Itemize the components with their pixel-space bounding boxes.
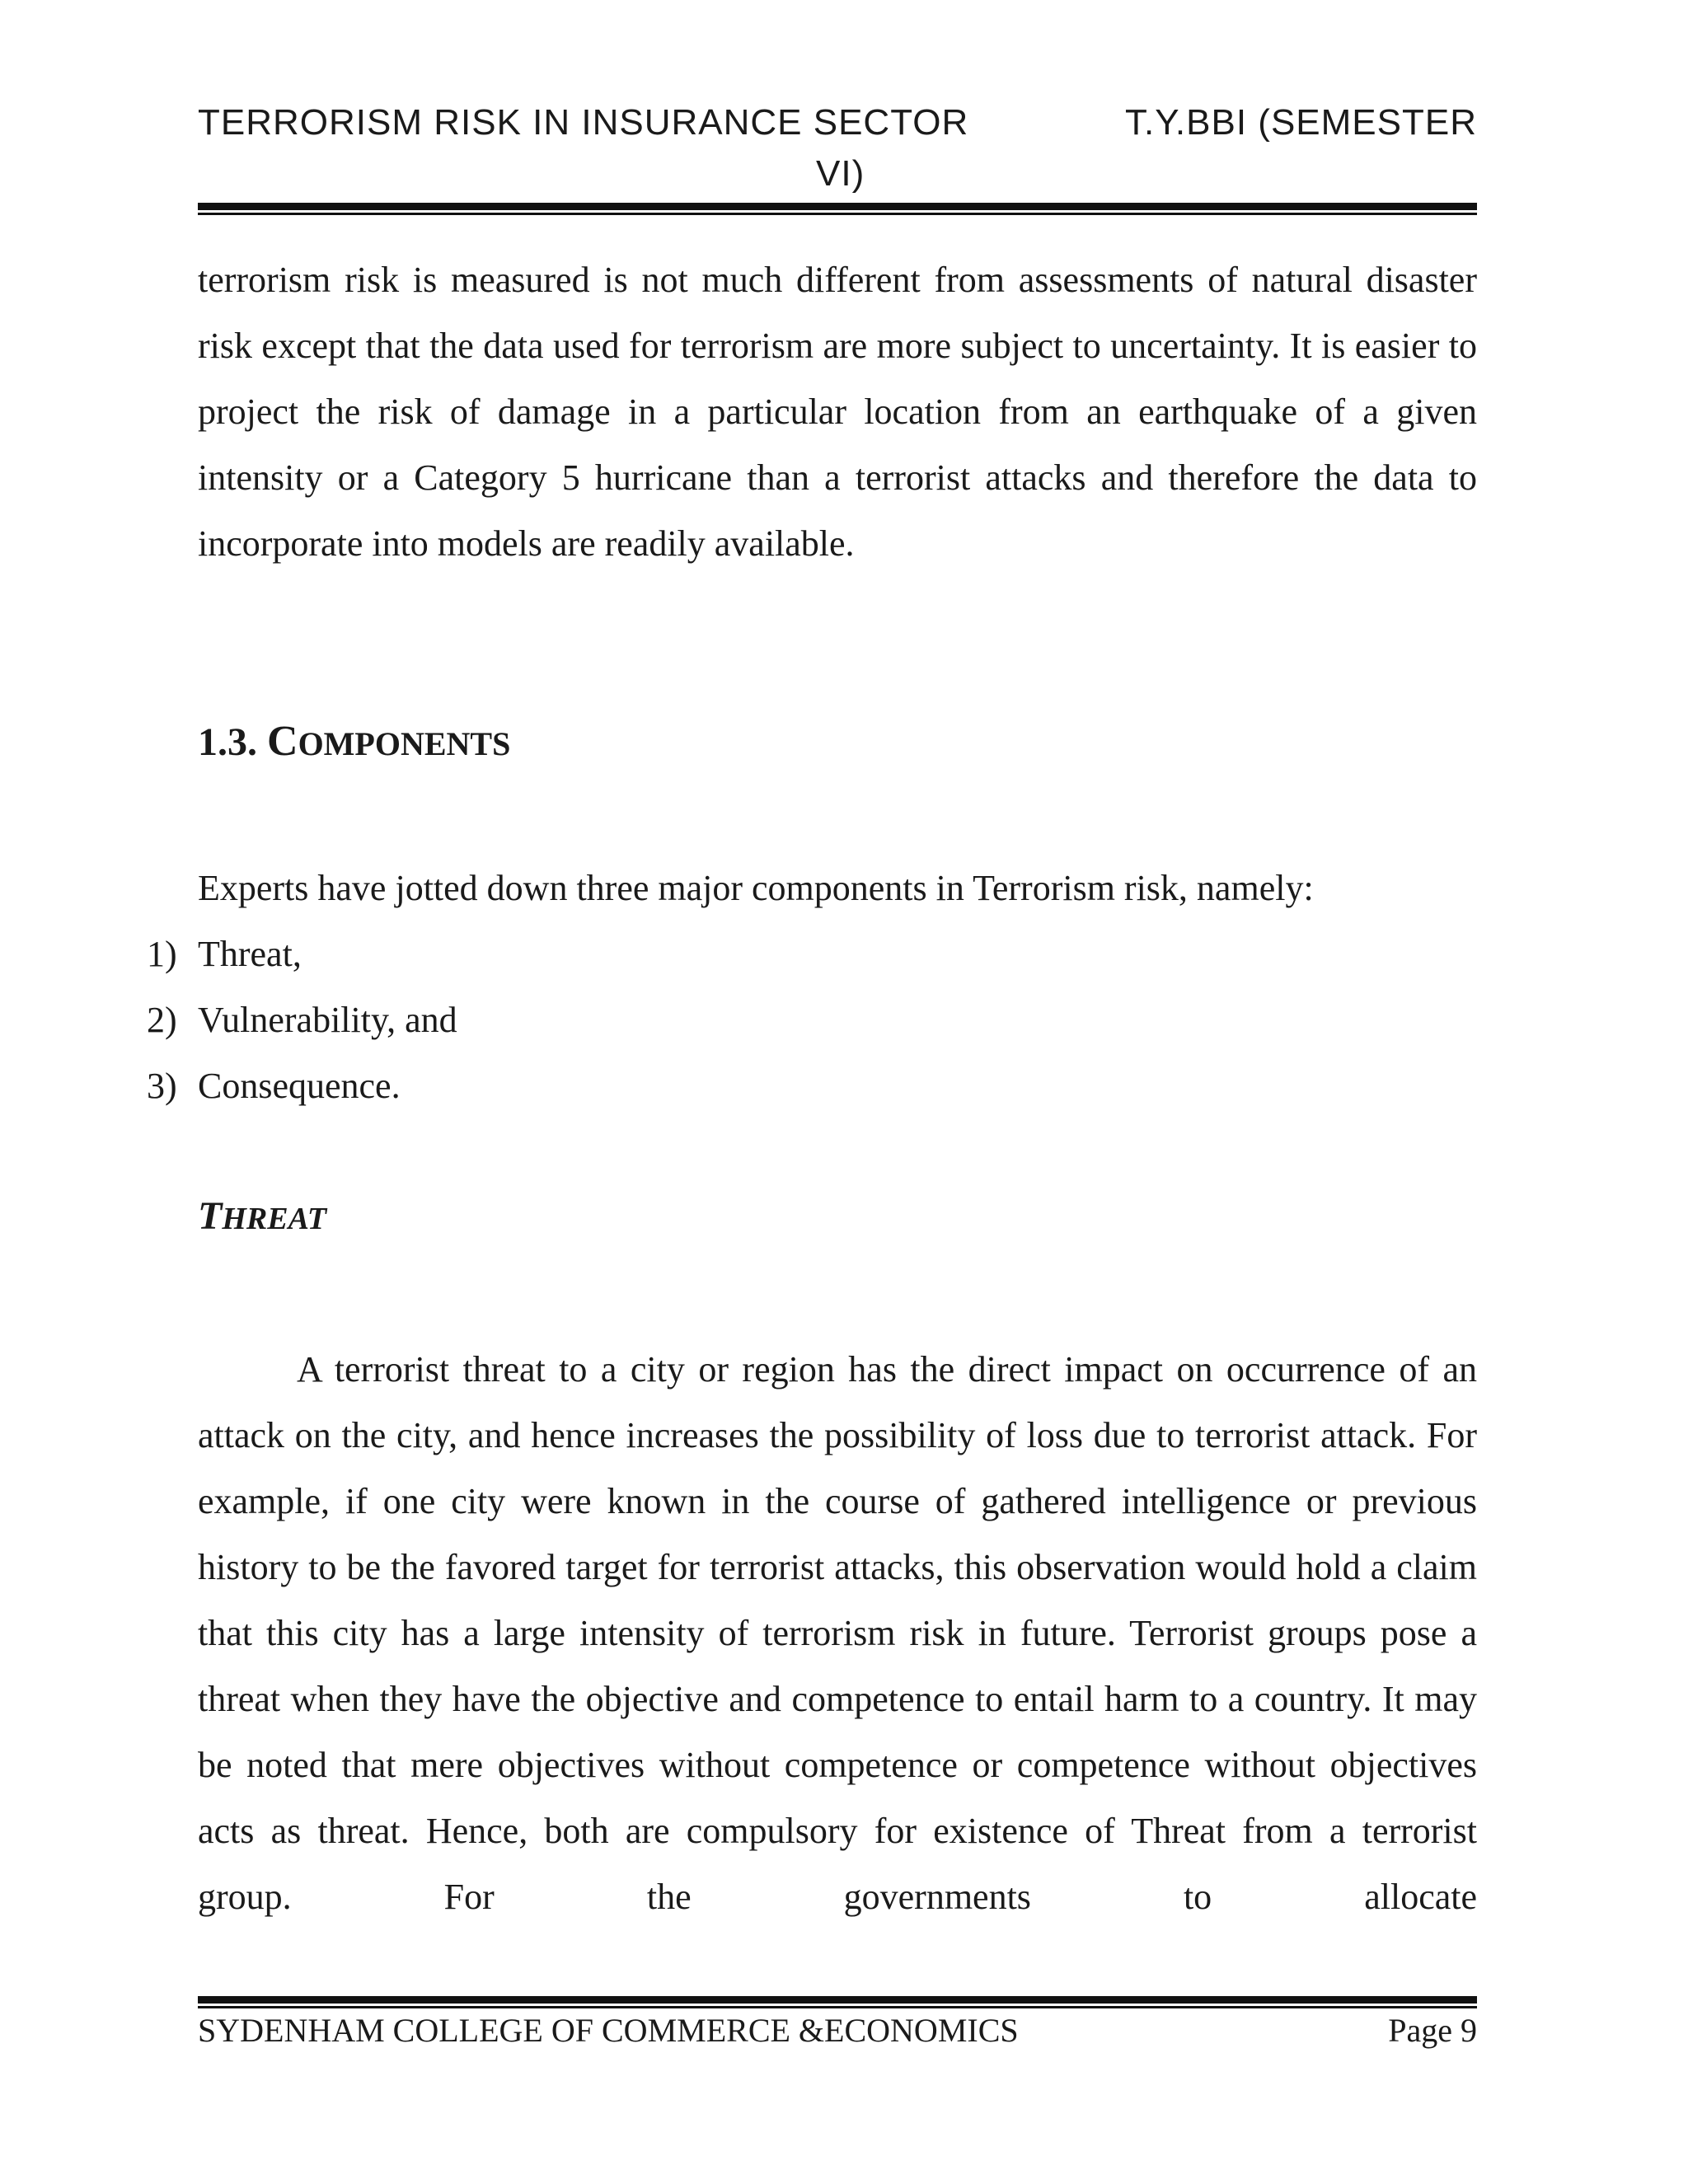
intro-paragraph: terrorism risk is measured is not much different from assessments of natural disaster risk except that the data used for terrorism are more subject to uncertainty. It is easier to project the risk of damage in a particular location from an earthquake of a given intensity or a Category 5 hurricane than a terrorist attacks and therefore the data to incorporate into models are readily available. <box>198 260 1477 564</box>
section-heading-components <box>198 717 510 766</box>
list-item <box>147 987 457 1053</box>
page-header <box>198 102 1477 218</box>
list-number: 1) <box>147 934 177 974</box>
list-item <box>147 921 457 987</box>
list-label: Vulnerability, and <box>198 1000 457 1040</box>
list-label: Consequence. <box>198 1066 401 1106</box>
footer-college-name: SYDENHAM COLLEGE OF COMMERCE &ECONOMICS <box>198 2012 1019 2049</box>
header-title: TERRORISM RISK IN INSURANCE SECTOR <box>198 102 969 143</box>
header-course: T.Y.BBI (SEMESTER <box>1125 102 1477 143</box>
heading-first-letter: C <box>267 718 298 765</box>
list-number: 3) <box>147 1066 177 1106</box>
threat-paragraph: A terrorist threat to a city or region has the direct impact on occurrence of an attack on the city, and hence increases the possibility of loss due to terrorist attack. For example, if one city were known in the course of gathered intelligence or previous history to be the favored target for terrorist attacks, this observation would hold a claim that this city has a large intensity of terrorism risk in future. Terrorist groups pose a threat when they have the objective and competence to entail harm to a country. It may be noted that mere objectives without competence or competence without objectives acts as threat. Hence, both are compulsory for existence of Threat from a terrorist group. For the governments to allocate <box>198 1349 1477 1917</box>
footer-divider <box>198 1996 1477 2008</box>
list-label: Threat, <box>198 934 302 974</box>
header-course-continuation: VI) <box>816 153 865 194</box>
subheading-threat <box>198 1193 326 1239</box>
components-intro-line: Experts have jotted down three major components in Terrorism risk, namely: <box>198 868 1314 908</box>
list-number: 2) <box>147 1000 177 1040</box>
header-divider <box>198 203 1477 215</box>
section-number: 1.3. <box>198 720 257 764</box>
intro-section <box>198 247 1477 577</box>
threat-section <box>198 1337 1477 1930</box>
heading-rest: HREAT <box>222 1202 327 1236</box>
heading-rest: OMPONENTS <box>298 725 511 762</box>
heading-first-letter: T <box>198 1194 223 1238</box>
list-item <box>147 1053 457 1119</box>
components-list <box>147 921 457 1119</box>
page-number: Page 9 <box>1388 2012 1477 2049</box>
